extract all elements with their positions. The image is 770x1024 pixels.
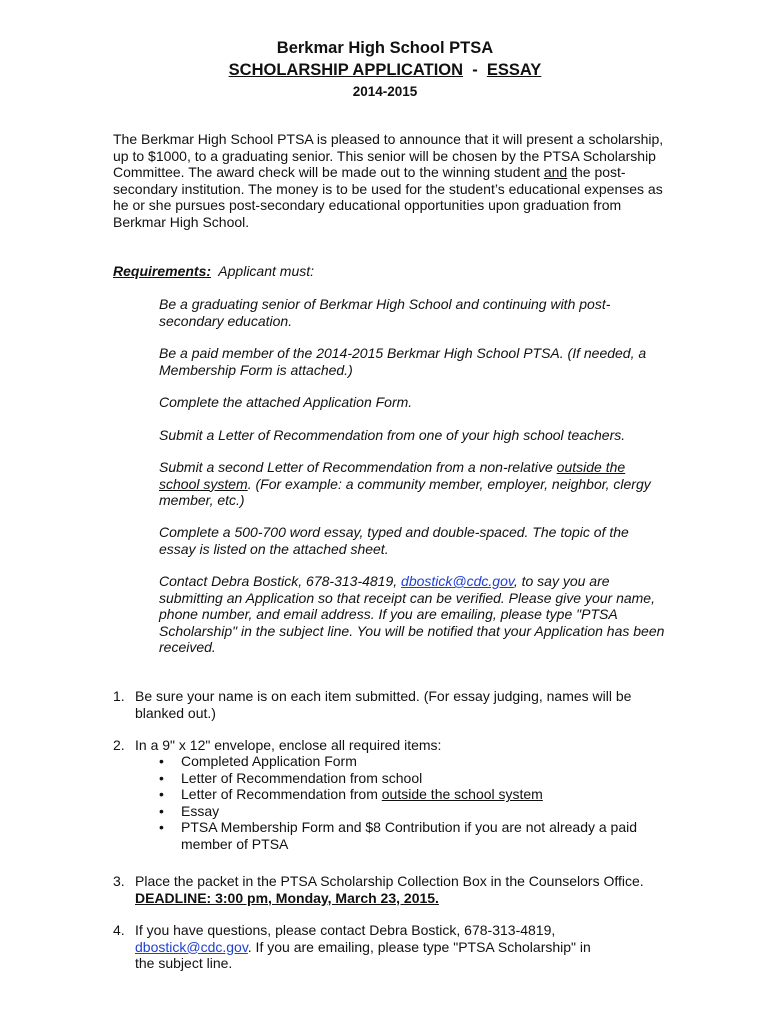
step-4-text — [135, 922, 613, 972]
step-2 — [113, 737, 673, 754]
contact-email-link-2[interactable]: dbostick@cdc.gov — [135, 938, 248, 955]
bullet-icon: • — [159, 819, 164, 836]
list-item — [159, 786, 659, 803]
step-1-number: 1. — [113, 688, 125, 704]
requirement-item-1: Be a graduating senior of Berkmar High School and continuing with post-secondary education. — [159, 296, 611, 329]
application-title-line — [0, 60, 770, 80]
intro-text-1: The Berkmar High School PTSA is pleased to announce that it will present a scholarship, up to $1000, to a graduating senior. This senior will be chosen by the PTSA Scholarship Committee. The award check will be made out to the winning student — [113, 131, 664, 181]
step-1 — [113, 688, 633, 721]
step-3-text: Place the packet in the PTSA Scholarship Collection Box in the Counselors Office. — [135, 873, 644, 889]
required-items-list — [159, 753, 659, 853]
step-3-number: 3. — [113, 873, 125, 889]
step-4-text-b: . If you are emailing, please type "PTSA Scholarship" in the subject line. — [135, 938, 591, 972]
intro-text-2: the post-secondary institution. The money is to be used for the student’s educational expenses as he or she pursues post-secondary educational opportunities upon graduation from Berkmar High School. — [113, 164, 663, 230]
requirement-7-text-a: Contact Debra Bostick, 678-313-4819, — [159, 573, 402, 589]
list-item — [159, 770, 659, 787]
requirements-heading — [113, 263, 314, 280]
step-1-text: Be sure your name is on each item submitted. (For essay judging, names will be blanked out.) — [135, 688, 632, 721]
application-title: SCHOLARSHIP APPLICATION — [228, 61, 464, 79]
step-4 — [113, 922, 613, 972]
requirement-item-2: Be a paid member of the 2014-2015 Berkmar High School PTSA. (If needed, a Membership Form is attached.) — [159, 345, 647, 378]
requirement-item-6: Complete a 500-700 word essay, typed and double-spaced. The topic of the essay is listed on the attached sheet. — [159, 524, 629, 557]
contact-email-link[interactable]: dbostick@cdc.gov — [401, 573, 514, 589]
school-title: Berkmar High School PTSA — [276, 39, 494, 57]
list-item-text: Completed Application Form — [181, 753, 357, 769]
school-year: 2014-2015 — [352, 84, 418, 99]
requirement-item-3: Complete the attached Application Form. — [159, 394, 413, 410]
list-item-text: PTSA Membership Form and $8 Contribution if you are not already a paid member of PTSA — [181, 819, 638, 852]
list-item — [159, 803, 659, 820]
bullet-icon: • — [159, 786, 164, 803]
requirement-7-text-b: , to say you are submitting an Application so that receipt can be verified. Please give your name, phone number, and email address. If you are emailing, please type "PTSA Scholarship" in the subject line. You will be notified that your Application has been received. — [159, 573, 665, 656]
requirement-item-4: Submit a Letter of Recommendation from one of your high school teachers. — [159, 427, 626, 443]
requirement-item-5 — [159, 459, 669, 509]
requirements-label: Requirements: — [113, 263, 212, 279]
intro-and: and — [543, 164, 568, 181]
list-item-text: Essay — [181, 802, 220, 819]
requirement-5-text-a: Submit a second Letter of Recommendation from a non-relative — [159, 459, 557, 475]
essay-title: ESSAY — [486, 61, 542, 79]
step-4-number: 4. — [113, 922, 125, 938]
step-4-text-a: If you have questions, please contact Debra Bostick, 678-313-4819, — [135, 922, 556, 938]
intro-paragraph — [113, 131, 673, 231]
requirement-5-text-b: . (For example: a community member, employer, neighbor, clergy member, etc.) — [159, 475, 651, 509]
bullet-icon: • — [159, 769, 164, 786]
list-item-text: Letter of Recommendation from school — [181, 769, 423, 786]
step-2-number: 2. — [113, 737, 125, 753]
deadline-text: DEADLINE: 3:00 pm, Monday, March 23, 2015. — [135, 889, 439, 906]
list-item — [159, 819, 659, 852]
step-2-text: In a 9" x 12" envelope, enclose all required items: — [135, 737, 442, 753]
requirement-5-underlined: outside the school system — [159, 459, 626, 492]
bullet-icon: • — [159, 802, 164, 819]
list-item-text: Letter of Recommendation from — [181, 786, 382, 803]
list-item-underlined: outside the school system — [381, 786, 543, 803]
list-item — [159, 753, 659, 770]
requirements-lead: Applicant must: — [218, 263, 315, 279]
step-3 — [113, 873, 653, 906]
title-separator: - — [472, 61, 478, 79]
requirement-item-7 — [159, 573, 669, 656]
bullet-icon: • — [159, 753, 164, 769]
